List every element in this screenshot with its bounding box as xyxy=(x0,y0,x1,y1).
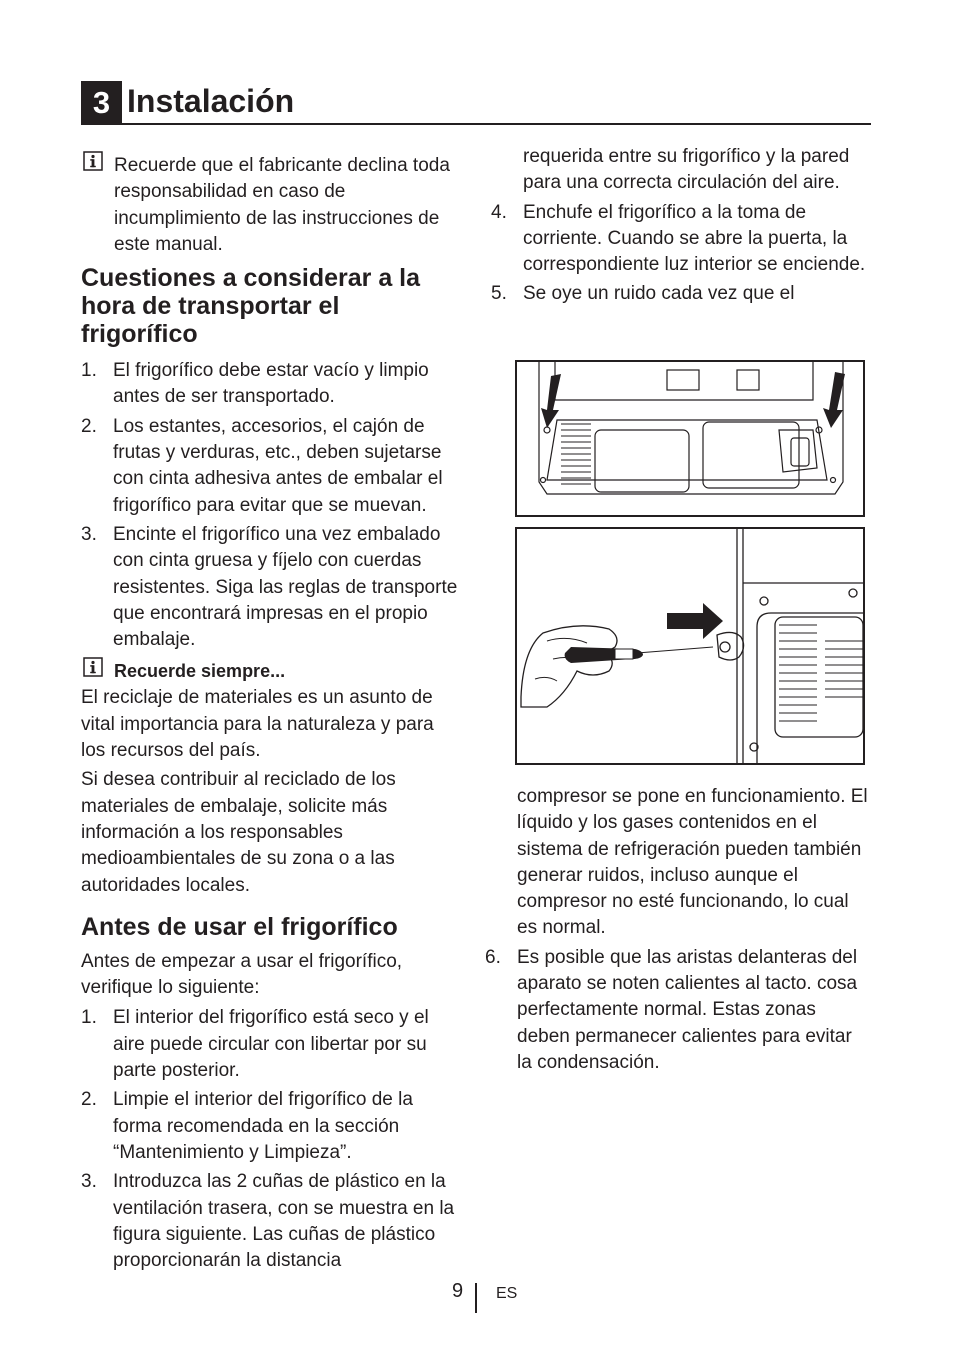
figure-insert-wedge xyxy=(515,527,865,765)
recycle-paragraph: El reciclaje de materiales es un asunto de vital importancia para la naturaleza y para los recursos del país. xyxy=(81,687,434,762)
screwdriver-illustration xyxy=(517,529,863,763)
language-code: ES xyxy=(496,1285,518,1302)
list-item: 2. Limpie el interior del frigorífico de la forma recomendada en la sección “Mantenimiento y Limpieza”. xyxy=(81,1089,413,1163)
footer-divider xyxy=(475,1283,477,1313)
title-rule xyxy=(81,123,871,125)
list-item: 2. Los estantes, accesorios, el cajón de frutas y verduras, etc., deben sujetarse con cinta adhesiva antes de embalar el frigorífico para evitar que se muevan. xyxy=(81,415,443,516)
list-item: 1. El frigorífico debe estar vacío y limpio antes de ser transportado. xyxy=(81,360,429,408)
left-column xyxy=(81,153,461,1277)
section-number: 3 xyxy=(81,81,122,124)
note-manufacturer xyxy=(81,153,461,258)
figure-rear-wedges xyxy=(515,360,865,517)
info-icon xyxy=(83,657,103,677)
list-item: 5. Se oye un ruido cada vez que el xyxy=(491,283,795,305)
transport-list xyxy=(81,358,461,653)
recycle-paragraph: Si desea contribuir al reciclado de los materiales de embalaje, solicite más información a los responsables medioambientales de su zona o a las autoridades locales. xyxy=(81,769,396,896)
list-item: 3. Introduzca las 2 cuñas de plástico en la ventilación trasera, con se muestra en la figura siguiente. Las cuñas de plástico proporcionarán la distancia xyxy=(81,1171,455,1272)
list-item: 1. El interior del frigorífico está seco y el aire puede circular con libertar por su parte posterior. xyxy=(81,1007,429,1082)
page-number: 9 xyxy=(452,1280,464,1302)
before-use-intro: Antes de empezar a usar el frigorífico, verifique lo siguiente: xyxy=(81,950,403,999)
continued-text: requerida entre su frigorífico y la pared para una correcta circulación del aire. xyxy=(523,146,850,194)
right-column-bottom xyxy=(485,784,870,1079)
info-icon xyxy=(83,151,103,171)
list-item: 6. Es posible que las aristas delanteras del aparato se noten calientes al tacto. cosa perfectamente normal. Estas zonas deben permanecer calientes para evitar la condensación. xyxy=(485,946,858,1073)
before-use-list xyxy=(81,1005,461,1274)
continued-text: compresor se pone en funcionamiento. El líquido y los gases contenidos en el sistema de refrigeración pueden también generar ruidos, incluso aunque el compresor no esté funcionando, lo cual es normal. xyxy=(517,786,868,939)
page-title: Instalación xyxy=(127,83,295,119)
note-text: Recuerde que el fabricante declina toda responsabilidad en caso de incumplimiento de las instrucciones de este manual. xyxy=(114,155,450,255)
list-item: 4. Enchufe el frigorífico a la toma de corriente. Cuando se abre la puerta, la correspondiente luz interior se enciende. xyxy=(491,201,866,276)
right-column-top xyxy=(491,144,871,311)
fridge-rear-illustration xyxy=(517,362,863,515)
list-item: 3. Encinte el frigorífico una vez embalado con cinta gruesa y fíjelo con cuerdas resistentes. Siga las reglas de transporte que encontrará impresas en el propio embalaje. xyxy=(81,523,458,651)
recycle-heading: Recuerde siempre... xyxy=(114,661,286,682)
recycle-note xyxy=(81,659,461,898)
transport-heading: Cuestiones a considerar a la hora de transportar el frigorífico xyxy=(81,264,421,349)
before-use-heading: Antes de usar el frigorífico xyxy=(81,912,398,941)
